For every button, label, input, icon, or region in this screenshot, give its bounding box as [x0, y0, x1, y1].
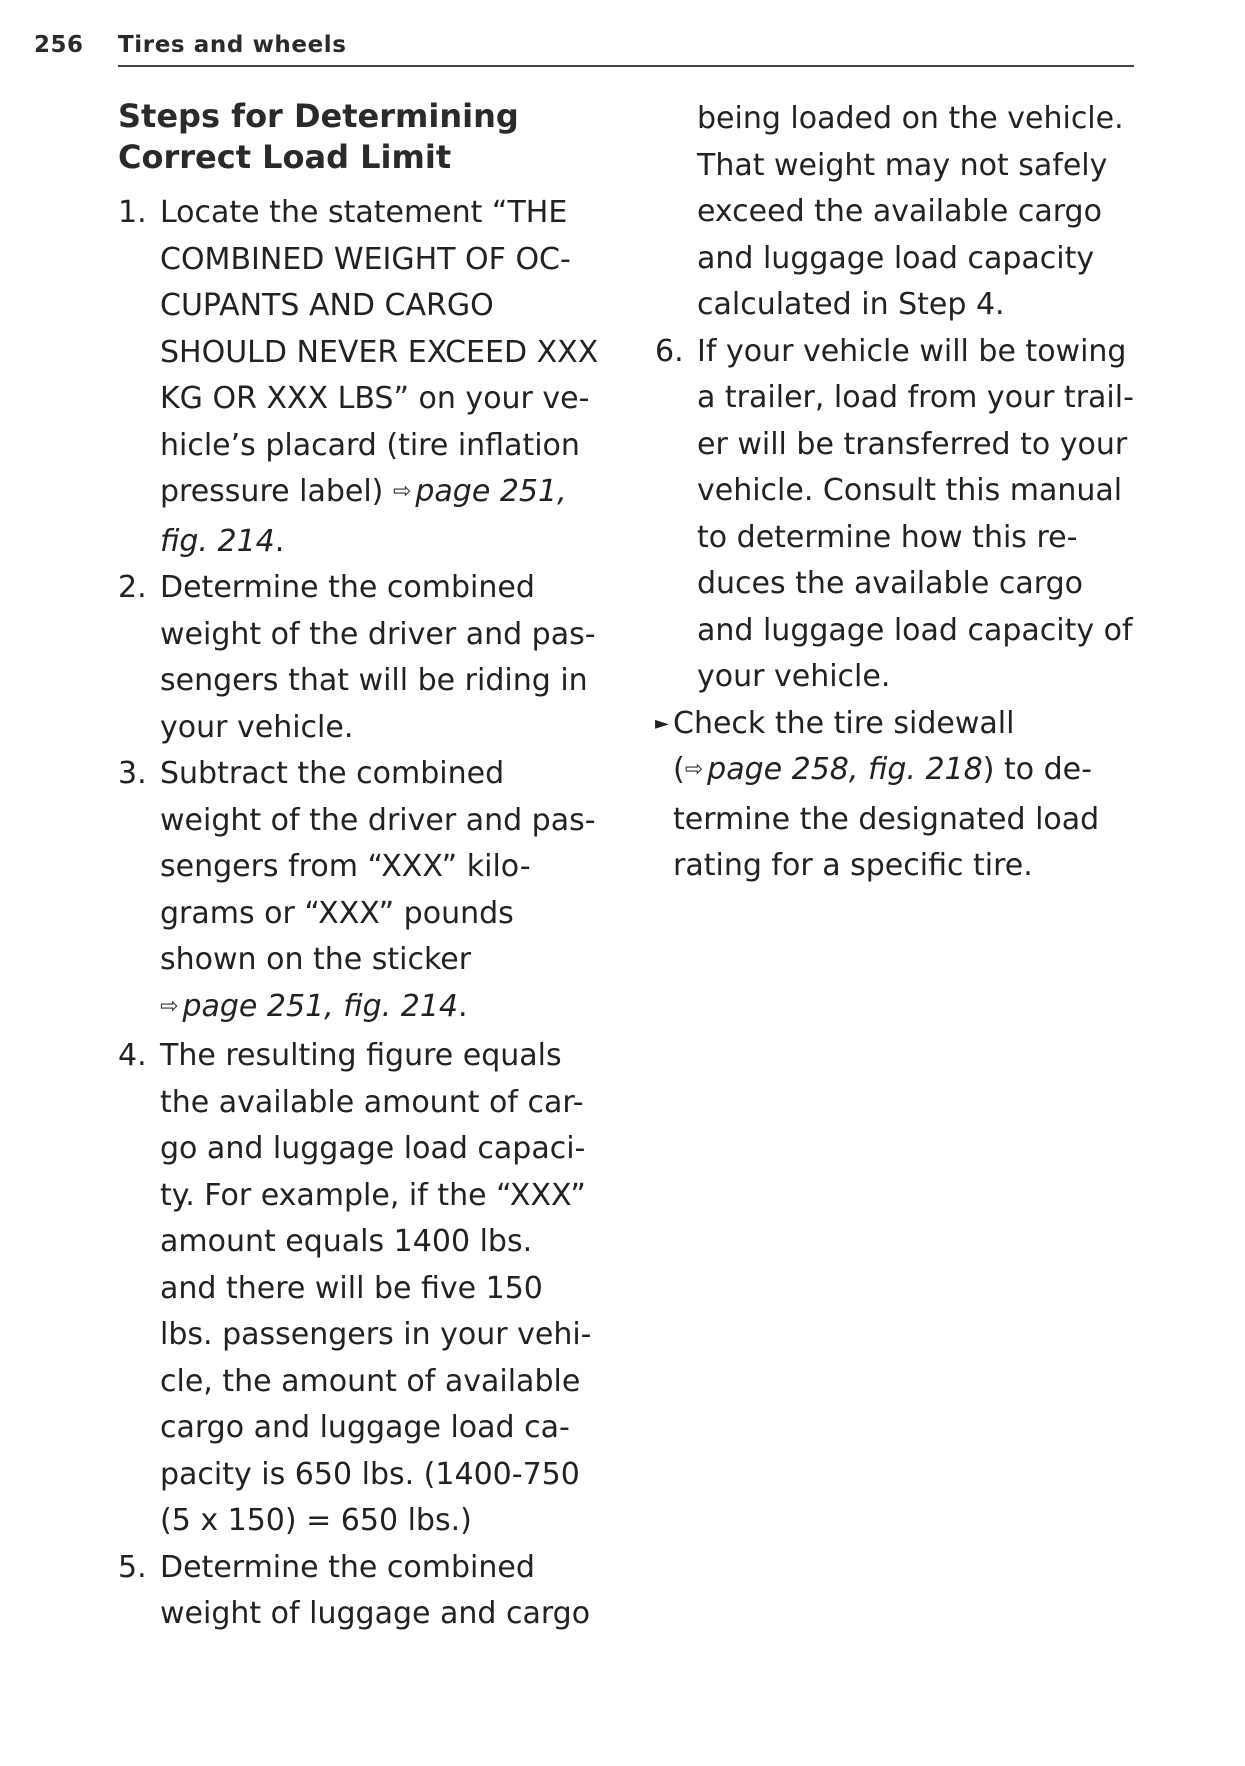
bullet-text: ( [673, 752, 685, 787]
step-line [160, 469, 608, 519]
step-line: Locate the statement “THE [160, 195, 568, 230]
step-text: . [458, 988, 468, 1024]
step-line: If your vehicle will be towing [697, 333, 1127, 369]
step-text: pressure label) [160, 474, 393, 509]
step-line: lbs. passengers in your vehi- [160, 1317, 592, 1352]
step-6 [655, 329, 1135, 701]
step-line: CUPANTS AND CARGO [160, 288, 494, 323]
step-line: sengers that will be riding in [160, 663, 588, 698]
step-number: 6. [655, 333, 684, 369]
step-line: hicle’s placard (tire inflation [160, 427, 580, 463]
step-line: duces the available cargo [697, 566, 1083, 601]
step-line: shown on the sticker [160, 942, 472, 977]
step-line: ty. For example, if the “XXX” [160, 1177, 586, 1213]
page-reference-text: page 258, fig. 218 [707, 752, 983, 787]
left-column [118, 96, 608, 1638]
header-rule [118, 65, 1134, 67]
step-line: weight of luggage and cargo [160, 1596, 591, 1631]
step-line: COMBINED WEIGHT OF OC- [160, 241, 571, 277]
step-line: the available amount of car- [160, 1084, 584, 1120]
page-reference-text: page 251, [415, 474, 567, 509]
step-line: (5 x 150) = 650 lbs.) [160, 1503, 472, 1538]
step-line: calculated in Step 4. [697, 287, 1005, 322]
step-number: 2. [118, 570, 147, 605]
page-number: 256 [34, 32, 84, 58]
bullet-line: rating for a specific tire. [673, 848, 1033, 883]
step-line: The resulting figure equals [160, 1038, 562, 1073]
step-line: weight of the driver and pas- [160, 802, 596, 838]
step-line: Determine the combined [160, 1549, 535, 1585]
step-number: 3. [118, 756, 147, 791]
step-line [160, 519, 608, 566]
step-line: and luggage load capacity [697, 240, 1095, 276]
step-4 [118, 1033, 608, 1545]
step-line: Subtract the combined [160, 756, 505, 791]
bullet-line: Check the tire sidewall [673, 705, 1015, 741]
step-line: vehicle. Consult this manual [697, 473, 1123, 508]
bullet-line: termine the designated load [673, 801, 1100, 837]
step-1 [118, 190, 608, 565]
bullet-text: ) to de- [982, 752, 1092, 787]
arrow-right-icon: ⇨ [392, 479, 412, 504]
step-line: go and luggage load capaci- [160, 1131, 586, 1166]
triangle-bullet-icon: ► [655, 712, 669, 734]
step-line: and luggage load capacity of [697, 612, 1133, 648]
step-line: KG OR XXX LBS” on your ve- [160, 381, 590, 416]
step-line: and there will be five 150 [160, 1270, 543, 1306]
step-line: grams or “XXX” pounds [160, 895, 514, 931]
step-line: That weight may not safely [697, 147, 1108, 183]
bullet-line [673, 747, 1135, 797]
step-line: amount equals 1400 lbs. [160, 1224, 533, 1259]
arrow-right-icon: ⇨ [684, 757, 704, 782]
step-line: Determine the combined [160, 570, 535, 605]
steps-list [118, 190, 608, 1638]
step-3 [118, 751, 608, 1033]
figure-reference-link[interactable]: fig. 214 [160, 523, 275, 559]
step-5-continued [655, 96, 1135, 329]
page-reference-text: page 251, fig. 214 [182, 988, 458, 1024]
step-line: er will be transferred to your [697, 426, 1128, 462]
arrow-right-icon: ⇨ [160, 993, 179, 1019]
step-2 [118, 565, 608, 751]
step-line: cargo and luggage load ca- [160, 1410, 570, 1445]
page-header [34, 32, 1134, 68]
page-reference-link[interactable] [685, 752, 983, 787]
step-line: sengers from “XXX” kilo- [160, 849, 531, 884]
heading-line: Steps for Determining [118, 97, 519, 135]
page-reference-link[interactable] [160, 989, 458, 1024]
step-line: being loaded on the vehicle. [697, 101, 1124, 136]
step-line: a trailer, load from your trail- [697, 380, 1134, 415]
page-reference-link[interactable] [393, 474, 567, 509]
step-number: 5. [118, 1549, 147, 1585]
step-5 [118, 1545, 608, 1638]
step-line: to determine how this re- [697, 519, 1078, 555]
step-line: pacity is 650 lbs. (1400-750 [160, 1456, 580, 1492]
check-bullet [655, 701, 1135, 890]
section-title: Tires and wheels [118, 32, 347, 58]
heading-line: Correct Load Limit [118, 138, 452, 176]
step-line: your vehicle. [697, 659, 891, 694]
step-number: 1. [118, 195, 147, 230]
step-line [160, 984, 608, 1034]
step-line: weight of the driver and pas- [160, 616, 596, 652]
step-line: SHOULD NEVER EXCEED XXX [160, 334, 599, 370]
right-column [655, 96, 1135, 890]
section-heading [118, 96, 608, 178]
step-line: cle, the amount of available [160, 1363, 581, 1399]
step-line: exceed the available cargo [697, 194, 1102, 229]
step-line: your vehicle. [160, 709, 354, 745]
step-text: . [274, 523, 285, 559]
step-number: 4. [118, 1038, 147, 1073]
